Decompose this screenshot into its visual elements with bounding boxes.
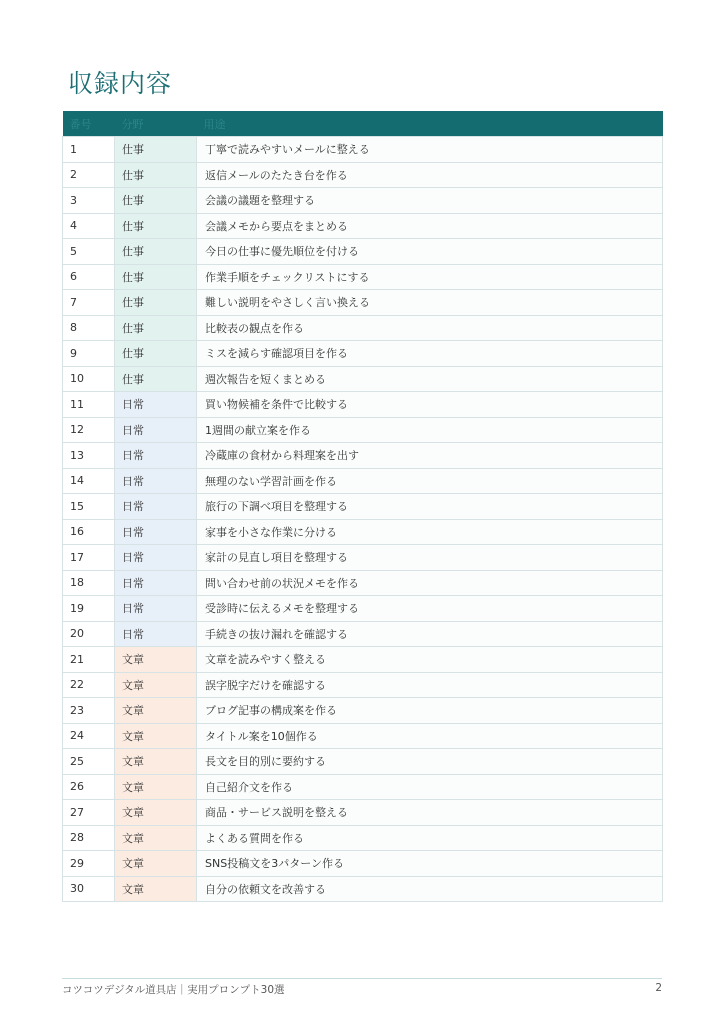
row-use: 手続きの抜け漏れを確認する	[197, 621, 663, 647]
row-use: 返信メールのたたき台を作る	[197, 162, 663, 188]
row-category: 文章	[115, 851, 197, 877]
table-row	[63, 468, 663, 494]
row-number: 26	[63, 774, 115, 800]
table-row	[63, 698, 663, 724]
table-row	[63, 239, 663, 265]
table-row	[63, 213, 663, 239]
row-category: 仕事	[115, 213, 197, 239]
row-number: 19	[63, 596, 115, 622]
row-category: 日常	[115, 545, 197, 571]
contents-table	[62, 111, 663, 902]
row-category: 文章	[115, 800, 197, 826]
table-row	[63, 621, 663, 647]
row-category: 仕事	[115, 137, 197, 163]
row-category: 仕事	[115, 264, 197, 290]
row-use: 冷蔵庫の食材から料理案を出す	[197, 443, 663, 469]
row-number: 3	[63, 188, 115, 214]
row-use: 週次報告を短くまとめる	[197, 366, 663, 392]
row-use: SNS投稿文を3パターン作る	[197, 851, 663, 877]
row-category: 日常	[115, 443, 197, 469]
row-use: 家事を小さな作業に分ける	[197, 519, 663, 545]
table-row	[63, 188, 663, 214]
row-category: 日常	[115, 570, 197, 596]
row-use: 難しい説明をやさしく言い換える	[197, 290, 663, 316]
table-row	[63, 825, 663, 851]
table-row	[63, 392, 663, 418]
row-use: 比較表の観点を作る	[197, 315, 663, 341]
table-row	[63, 749, 663, 775]
row-use: 1週間の献立案を作る	[197, 417, 663, 443]
table-row	[63, 723, 663, 749]
row-category: 日常	[115, 519, 197, 545]
table-row	[63, 137, 663, 163]
table-row	[63, 774, 663, 800]
row-category: 仕事	[115, 341, 197, 367]
row-category: 仕事	[115, 162, 197, 188]
row-use: 無理のない学習計画を作る	[197, 468, 663, 494]
row-number: 4	[63, 213, 115, 239]
table-row	[63, 341, 663, 367]
table-row	[63, 290, 663, 316]
table-row	[63, 647, 663, 673]
row-number: 16	[63, 519, 115, 545]
row-use: 商品・サービス説明を整える	[197, 800, 663, 826]
table-row	[63, 519, 663, 545]
table-row	[63, 264, 663, 290]
row-category: 文章	[115, 672, 197, 698]
row-number: 17	[63, 545, 115, 571]
row-category: 文章	[115, 723, 197, 749]
row-use: タイトル案を10個作る	[197, 723, 663, 749]
row-number: 1	[63, 137, 115, 163]
row-use: 作業手順をチェックリストにする	[197, 264, 663, 290]
row-use: 会議メモから要点をまとめる	[197, 213, 663, 239]
row-category: 日常	[115, 468, 197, 494]
row-category: 文章	[115, 876, 197, 902]
row-number: 23	[63, 698, 115, 724]
row-number: 29	[63, 851, 115, 877]
row-category: 仕事	[115, 315, 197, 341]
row-use: ミスを減らす確認項目を作る	[197, 341, 663, 367]
row-number: 27	[63, 800, 115, 826]
row-use: ブログ記事の構成案を作る	[197, 698, 663, 724]
row-use: 旅行の下調べ項目を整理する	[197, 494, 663, 520]
row-number: 18	[63, 570, 115, 596]
row-use: 文章を読みやすく整える	[197, 647, 663, 673]
row-number: 22	[63, 672, 115, 698]
row-use: 問い合わせ前の状況メモを作る	[197, 570, 663, 596]
table-header	[63, 111, 663, 137]
row-number: 7	[63, 290, 115, 316]
header-category: 分野	[115, 111, 197, 137]
page-title: 収録内容	[68, 69, 173, 98]
table-row	[63, 494, 663, 520]
row-number: 21	[63, 647, 115, 673]
table-row	[63, 443, 663, 469]
row-use: 今日の仕事に優先順位を付ける	[197, 239, 663, 265]
row-number: 14	[63, 468, 115, 494]
row-category: 日常	[115, 494, 197, 520]
row-use: 誤字脱字だけを確認する	[197, 672, 663, 698]
row-use: 丁寧で読みやすいメールに整える	[197, 137, 663, 163]
row-number: 11	[63, 392, 115, 418]
footer-divider	[62, 978, 662, 979]
table-row	[63, 800, 663, 826]
table-row	[63, 570, 663, 596]
row-use: 家計の見直し項目を整理する	[197, 545, 663, 571]
row-category: 文章	[115, 698, 197, 724]
table-row	[63, 851, 663, 877]
row-category: 仕事	[115, 239, 197, 265]
row-number: 24	[63, 723, 115, 749]
row-category: 仕事	[115, 366, 197, 392]
row-category: 日常	[115, 621, 197, 647]
row-number: 6	[63, 264, 115, 290]
row-use: 受診時に伝えるメモを整理する	[197, 596, 663, 622]
table-row	[63, 876, 663, 902]
row-number: 10	[63, 366, 115, 392]
table-row	[63, 596, 663, 622]
row-category: 文章	[115, 749, 197, 775]
row-use: 自分の依頼文を改善する	[197, 876, 663, 902]
row-number: 25	[63, 749, 115, 775]
row-number: 8	[63, 315, 115, 341]
row-use: よくある質問を作る	[197, 825, 663, 851]
header-use: 用途	[197, 111, 663, 137]
row-use: 自己紹介文を作る	[197, 774, 663, 800]
table-row	[63, 315, 663, 341]
row-use: 長文を目的別に要約する	[197, 749, 663, 775]
row-category: 仕事	[115, 188, 197, 214]
row-category: 文章	[115, 774, 197, 800]
table-header-row	[63, 111, 663, 137]
table-body	[63, 137, 663, 902]
header-number: 番号	[63, 111, 115, 137]
row-category: 仕事	[115, 290, 197, 316]
page-number: 2	[655, 982, 662, 994]
row-category: 日常	[115, 417, 197, 443]
row-number: 12	[63, 417, 115, 443]
row-number: 2	[63, 162, 115, 188]
row-category: 文章	[115, 825, 197, 851]
row-category: 文章	[115, 647, 197, 673]
table-row	[63, 417, 663, 443]
row-number: 5	[63, 239, 115, 265]
row-number: 28	[63, 825, 115, 851]
row-number: 15	[63, 494, 115, 520]
table-row	[63, 162, 663, 188]
table-row	[63, 672, 663, 698]
row-number: 20	[63, 621, 115, 647]
table-row	[63, 545, 663, 571]
row-number: 9	[63, 341, 115, 367]
row-number: 30	[63, 876, 115, 902]
row-category: 日常	[115, 596, 197, 622]
row-use: 会議の議題を整理する	[197, 188, 663, 214]
footer-text: コツコツデジタル道具店｜実用プロンプト30選	[62, 984, 285, 996]
row-category: 日常	[115, 392, 197, 418]
row-number: 13	[63, 443, 115, 469]
row-use: 買い物候補を条件で比較する	[197, 392, 663, 418]
table-row	[63, 366, 663, 392]
